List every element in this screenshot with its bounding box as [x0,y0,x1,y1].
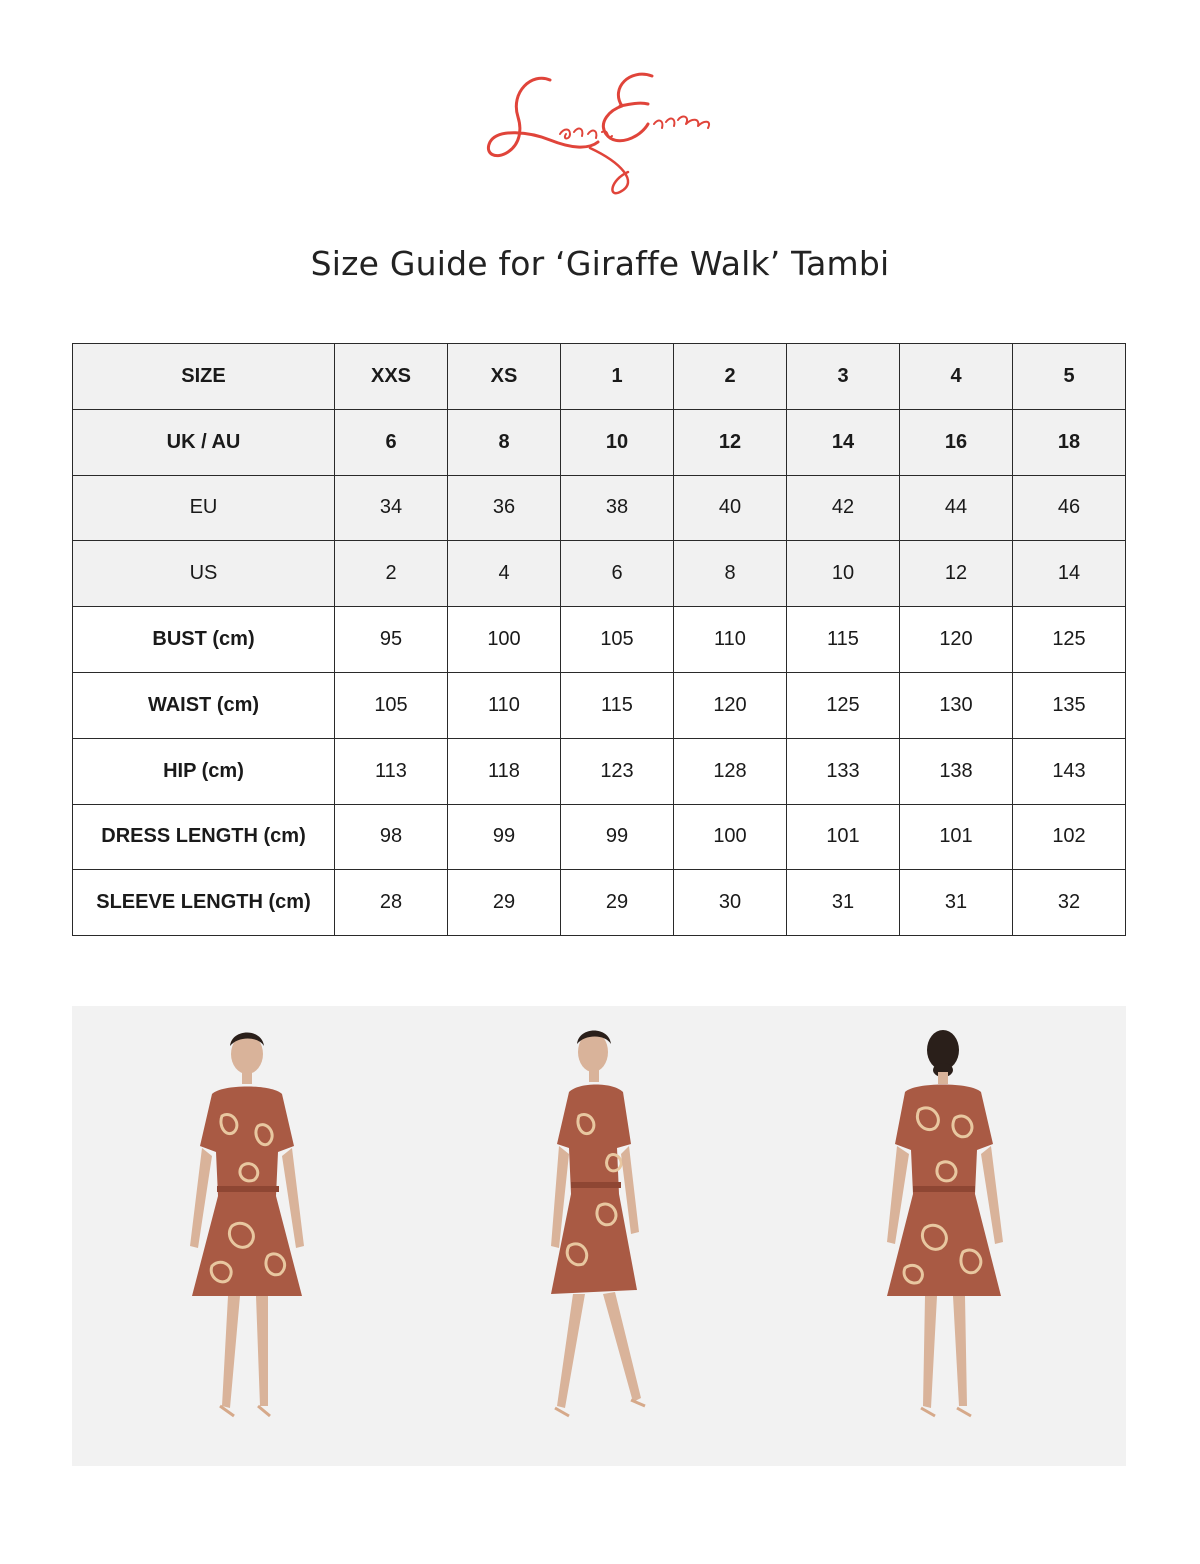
table-cell: 38 [561,475,674,541]
table-cell: 123 [561,738,674,804]
table-cell: 4 [900,344,1013,410]
table-row [73,672,1126,738]
table-cell: XS [448,344,561,410]
table-cell: 5 [1013,344,1126,410]
product-photos [72,1006,1126,1466]
table-cell: 115 [787,607,900,673]
table-cell: 128 [674,738,787,804]
table-cell: 99 [561,804,674,870]
table-cell: 29 [561,870,674,936]
table-cell: 133 [787,738,900,804]
table-cell: 101 [787,804,900,870]
row-label: EU [73,475,335,541]
table-cell: 36 [448,475,561,541]
table-cell: 101 [900,804,1013,870]
table-row [73,344,1126,410]
size-table [72,343,1126,936]
table-cell: 10 [787,541,900,607]
table-cell: 98 [335,804,448,870]
table-cell: XXS [335,344,448,410]
table-cell: 110 [448,672,561,738]
table-cell: 34 [335,475,448,541]
table-cell: 8 [674,541,787,607]
table-cell: 46 [1013,475,1126,541]
table-cell: 12 [674,409,787,475]
table-cell: 2 [335,541,448,607]
row-label: UK / AU [73,409,335,475]
table-cell: 6 [335,409,448,475]
table-cell: 102 [1013,804,1126,870]
row-label: HIP (cm) [73,738,335,804]
table-cell: 40 [674,475,787,541]
table-cell: 3 [787,344,900,410]
table-cell: 29 [448,870,561,936]
table-cell: 8 [448,409,561,475]
table-cell: 32 [1013,870,1126,936]
row-label: SLEEVE LENGTH (cm) [73,870,335,936]
row-label: BUST (cm) [73,607,335,673]
table-cell: 130 [900,672,1013,738]
table-row [73,409,1126,475]
table-cell: 31 [787,870,900,936]
table-cell: 120 [900,607,1013,673]
table-cell: 6 [561,541,674,607]
table-cell: 18 [1013,409,1126,475]
table-row [73,804,1126,870]
table-cell: 99 [448,804,561,870]
table-cell: 105 [561,607,674,673]
table-cell: 125 [787,672,900,738]
brand-logo [470,62,730,202]
table-row [73,870,1126,936]
table-cell: 1 [561,344,674,410]
table-cell: 2 [674,344,787,410]
row-label: WAIST (cm) [73,672,335,738]
table-cell: 14 [787,409,900,475]
table-cell: 100 [674,804,787,870]
table-cell: 44 [900,475,1013,541]
table-cell: 28 [335,870,448,936]
table-cell: 138 [900,738,1013,804]
table-row [73,475,1126,541]
table-cell: 30 [674,870,787,936]
table-cell: 16 [900,409,1013,475]
table-cell: 10 [561,409,674,475]
photo-front [72,1006,423,1466]
table-cell: 125 [1013,607,1126,673]
table-cell: 118 [448,738,561,804]
row-label: SIZE [73,344,335,410]
table-cell: 115 [561,672,674,738]
table-cell: 31 [900,870,1013,936]
table-row [73,607,1126,673]
table-row [73,541,1126,607]
table-cell: 42 [787,475,900,541]
row-label: US [73,541,335,607]
table-cell: 135 [1013,672,1126,738]
table-cell: 95 [335,607,448,673]
table-cell: 120 [674,672,787,738]
photo-back [775,1006,1126,1466]
row-label: DRESS LENGTH (cm) [73,804,335,870]
table-cell: 12 [900,541,1013,607]
table-cell: 14 [1013,541,1126,607]
table-cell: 113 [335,738,448,804]
table-cell: 110 [674,607,787,673]
table-cell: 4 [448,541,561,607]
photo-side [423,1006,774,1466]
page-title: Size Guide for ‘Giraffe Walk’ Tambi [310,244,890,283]
table-row [73,738,1126,804]
table-cell: 100 [448,607,561,673]
table-cell: 105 [335,672,448,738]
table-cell: 143 [1013,738,1126,804]
